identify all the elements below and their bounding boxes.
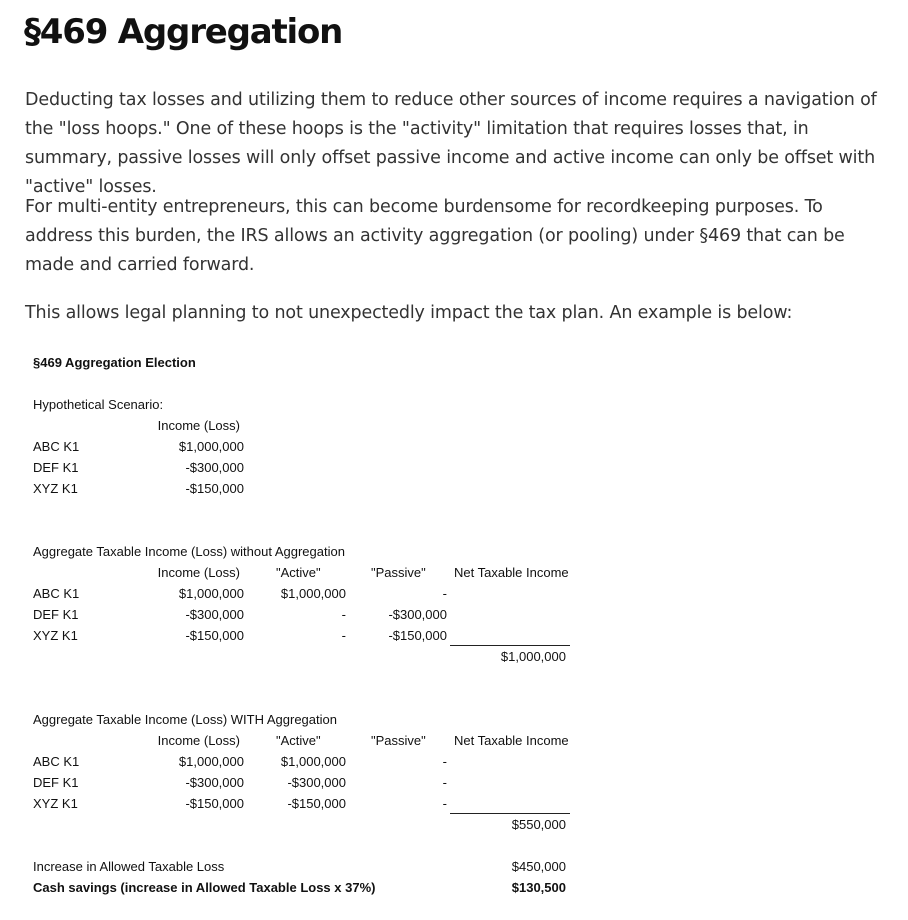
increase-value: $450,000: [511, 859, 566, 874]
without-label: Aggregate Taxable Income (Loss) without Aggregation: [33, 544, 345, 559]
with-header-net: Net Taxable Income: [454, 733, 569, 748]
with-row-name: ABC K1: [33, 754, 80, 769]
savings-value: $130,500: [511, 880, 566, 895]
example-paragraph: This allows legal planning to not unexpectedly impact the tax plan. An example is below:: [25, 303, 793, 323]
with-row-active: -$150,000: [287, 796, 346, 811]
with-row-income: -$150,000: [185, 796, 244, 811]
with-row-passive: -: [442, 775, 447, 790]
with-header-income: Income (Loss): [157, 733, 240, 748]
with-net-total: $550,000: [511, 817, 566, 832]
without-total-rule: [450, 645, 570, 646]
with-row-active: $1,000,000: [280, 754, 346, 769]
scenario-income-header: Income (Loss): [157, 418, 240, 433]
with-row-name: XYZ K1: [33, 796, 78, 811]
without-header-net: Net Taxable Income: [454, 565, 569, 580]
with-header-passive: "Passive": [371, 733, 426, 748]
without-row-income: -$150,000: [185, 628, 244, 643]
sheet-heading: §469 Aggregation Election: [33, 355, 196, 370]
with-row-income: -$300,000: [185, 775, 244, 790]
without-row-active: $1,000,000: [280, 586, 346, 601]
without-header-passive: "Passive": [371, 565, 426, 580]
without-header-income: Income (Loss): [157, 565, 240, 580]
without-row-income: $1,000,000: [178, 586, 244, 601]
scenario-row-income: -$150,000: [185, 481, 244, 496]
without-row-passive: -: [442, 586, 447, 601]
without-row-active: -: [341, 628, 346, 643]
scenario-row-income: $1,000,000: [178, 439, 244, 454]
without-row-income: -$300,000: [185, 607, 244, 622]
scenario-row-name: ABC K1: [33, 439, 80, 454]
scenario-row-income: -$300,000: [185, 460, 244, 475]
scenario-row-name: XYZ K1: [33, 481, 78, 496]
without-row-name: ABC K1: [33, 586, 80, 601]
scenario-label: Hypothetical Scenario:: [33, 397, 164, 412]
with-total-rule: [450, 813, 570, 814]
without-net-total: $1,000,000: [500, 649, 566, 664]
with-row-passive: -: [442, 796, 447, 811]
without-row-active: -: [341, 607, 346, 622]
without-row-passive: -$150,000: [388, 628, 447, 643]
with-row-passive: -: [442, 754, 447, 769]
savings-label: Cash savings (increase in Allowed Taxable Loss x 37%): [33, 880, 376, 895]
page-title: §469 Aggregation: [24, 12, 343, 52]
without-header-active: "Active": [276, 565, 321, 580]
without-row-name: XYZ K1: [33, 628, 78, 643]
with-label: Aggregate Taxable Income (Loss) WITH Aggregation: [33, 712, 337, 727]
scenario-row-name: DEF K1: [33, 460, 79, 475]
without-row-passive: -$300,000: [388, 607, 447, 622]
increase-label: Increase in Allowed Taxable Loss: [33, 859, 225, 874]
burden-paragraph: For multi-entity entrepreneurs, this can become burdensome for recordkeeping purposes. To address this burden, the IRS allows an activity aggregation (or pooling) under §469 that can be made and carried forward.: [25, 197, 845, 275]
with-row-income: $1,000,000: [178, 754, 244, 769]
without-row-name: DEF K1: [33, 607, 79, 622]
with-row-active: -$300,000: [287, 775, 346, 790]
aggregation-spreadsheet: [0, 340, 908, 920]
intro-paragraph: Deducting tax losses and utilizing them to reduce other sources of income requires a navigation of the "loss hoops." One of these hoops is the "activity" limitation that requires losses that, in summary, passive losses will only offset passive income and active income can only be offset with "active" losses.: [25, 90, 877, 197]
with-row-name: DEF K1: [33, 775, 79, 790]
with-header-active: "Active": [276, 733, 321, 748]
